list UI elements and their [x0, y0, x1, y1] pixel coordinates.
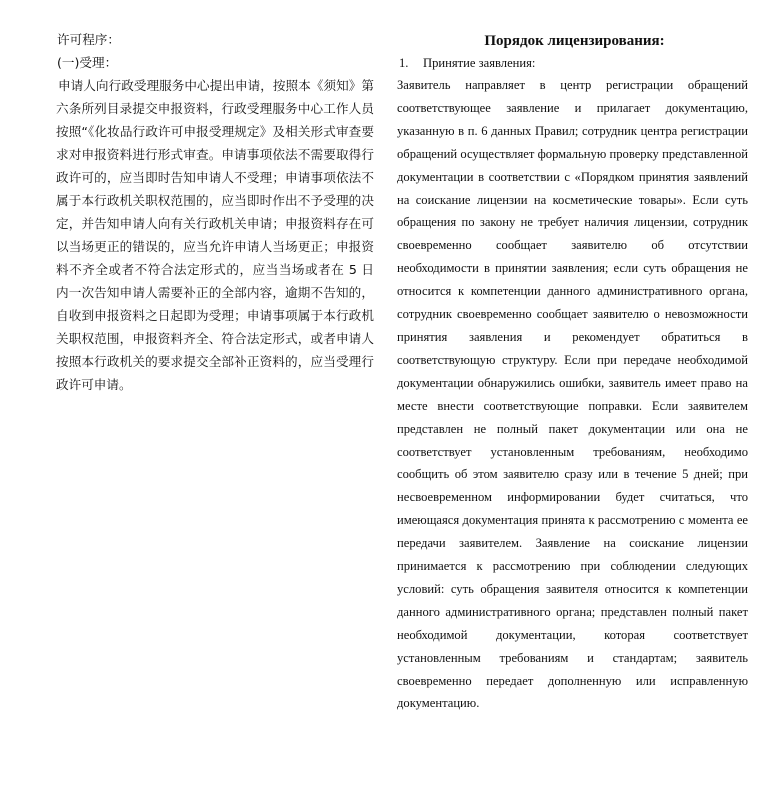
russian-column [397, 30, 748, 715]
chinese-heading: 许可程序： [57, 32, 120, 47]
russian-paragraph: Заявитель направляет в центр регистрации обращений соответствующее заявление и прилагает документацию, указанную в п. 6 данных Правил; сотрудник центра регистрации обращений осуществляет формальную проверку представленной документации в соответствии с «Порядком принятия заявлений на соискание лицензии на косметические товары». Если суть обращения по закону не требует наличия лицензии, сотрудник своевременно сообщает заявителю об отсутствии необходимости в принятии заявления; если суть обращения не относится к компетенции данного административного органа, сотрудник своевременно сообщает заявителю о невозможности принятия заявления и рекомендует обратиться в соответствующую структуру. Если при передаче необходимой документации обнаружились ошибки, заявитель имеет право на месте внести соответствующие поправки. Если заявителем представлен не полный пакет документации или она не соответствует установленным требованиям, необходимо сообщить об этом заявителю сразу или в течение 5 дней; при несвоевременном информировании будет считаться, что имеющаяся документация принята к рассмотрению с момента ее передачи заявителем. Заявление на соискание лицензии принимается к рассмотрению при соблюдении следующих условий: суть обращения заявителя относится к компетенции данного административного органа; представлен полный пакет необходимой документации, которая соответствует установленным требованиям и стандартам; заявитель своевременно передает дополненную или исправленную документацию. [397, 78, 748, 711]
russian-title: Порядок лицензирования: [484, 33, 665, 49]
russian-list-item [397, 52, 748, 74]
chinese-column [56, 28, 374, 396]
list-item-label: Принятие заявления: [423, 56, 536, 70]
chinese-subheading: (一)受理： [57, 55, 118, 70]
list-item-number: 1. [399, 56, 409, 70]
chinese-paragraph: 申请人向行政受理服务中心提出申请，按照本《须知》第六条所列目录提交申报资料，行政受理服务中心工作人员按照“《化妆品行政许可申报受理规定》及相关形式审查要求对申报资料进行形式审查。申请事项依法不需要取得行政许可的，应当即时告知申请人不受理；申请事项依法不属于本行政机关职权范围的，应当即时作出不予受理的决定，并告知申请人向有关行政机关申请；申报资料存在可以当场更正的错误的，应当允许申请人当场更正；申报资料不齐全或者不符合法定形式的，应当当场或者在 5 日内一次告知申请人需要补正的全部内容，逾期不告知的，自收到申报资料之日起即为受理；申请事项属于本行政机关职权范围，申报资料齐全、符合法定形式，或者申请人按照本行政机关的要求提交全部补正资料的，应当受理行政许可申请。 [56, 78, 374, 392]
